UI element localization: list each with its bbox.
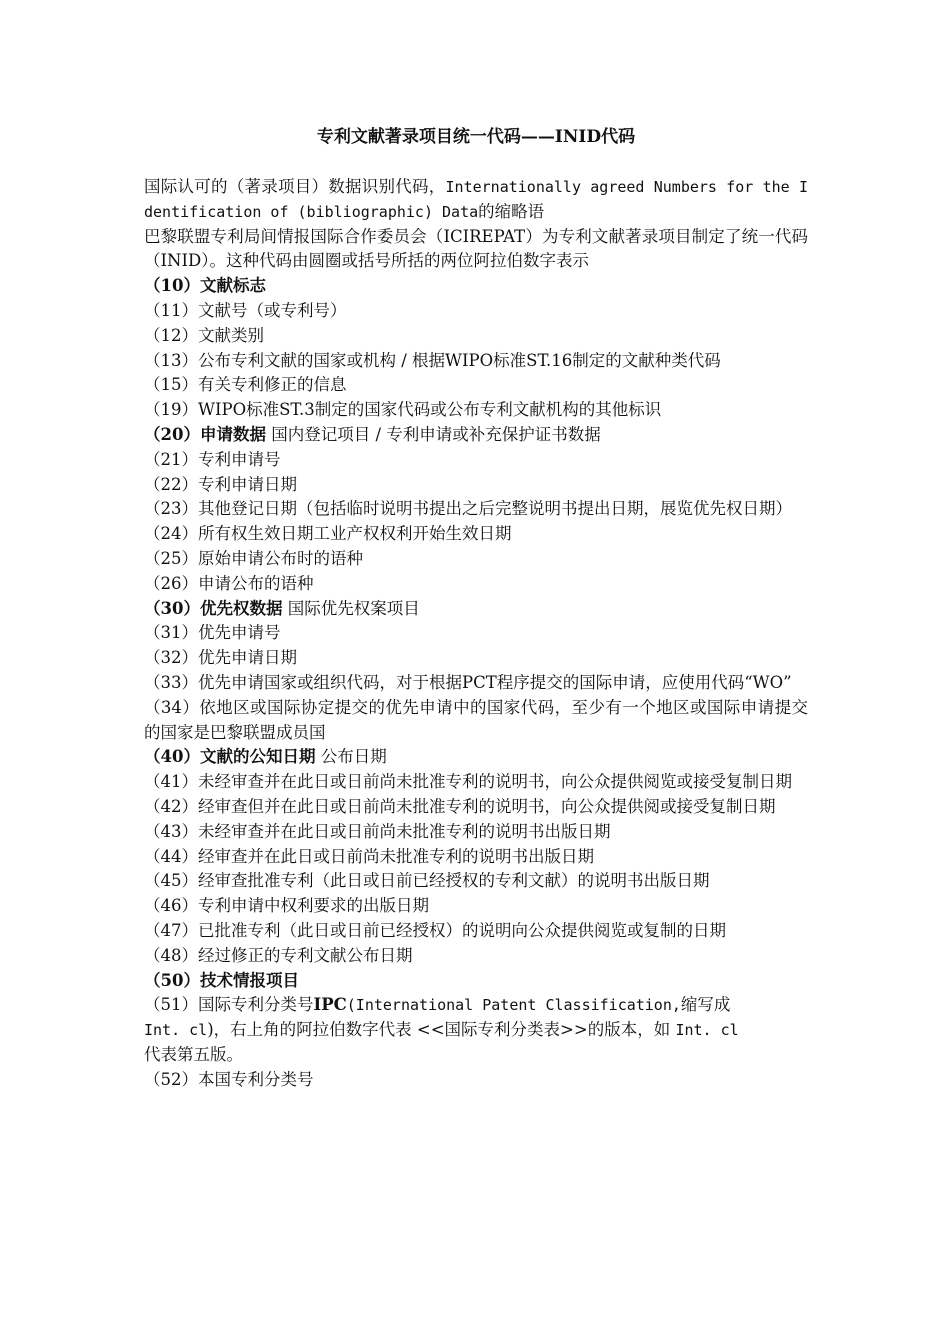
list-item: （44）经审查并在此日或日前尚未批准专利的说明书出版日期: [144, 846, 594, 866]
list-item: （19）WIPO标准ST.3制定的国家代码或公布专利文献机构的其他标识: [144, 400, 662, 420]
intro-text-a: 国际认可的（著录项目）数据识别代码，: [144, 177, 446, 196]
list-item: （23）其他登记日期（包括临时说明书提出之后完整说明书提出日期，展览优先权日期）: [144, 499, 792, 519]
list-item: （32）优先申请日期: [144, 648, 297, 668]
list-item: （26）申请公布的语种: [144, 573, 314, 593]
list-item: （46）专利申请中权利要求的出版日期: [144, 896, 429, 916]
section-heading-label: （10）文献标志: [144, 276, 266, 296]
section-list: [144, 274, 808, 993]
list-item: （13）公布专利文献的国家或机构 / 根据WIPO标准ST.16制定的文献种类代码: [144, 350, 721, 370]
section-heading: [144, 597, 808, 622]
document-page: [144, 124, 808, 1092]
list-item: （33）优先申请国家或组织代码，对于根据PCT程序提交的国际申请，应使用代码“WO”: [144, 672, 792, 692]
section-heading: [144, 423, 808, 448]
section-heading-label: （30）优先权数据: [144, 598, 283, 618]
section-heading-desc: 国内登记项目 / 专利申请或补充保护证书数据: [265, 424, 601, 444]
section-heading-label: （20）申请数据: [144, 424, 266, 444]
list-item: （15）有关专利修正的信息: [144, 375, 347, 395]
intro-text-c: 的缩略语: [478, 201, 545, 221]
section-heading: [144, 274, 808, 299]
section-heading-desc: 公布日期: [315, 747, 387, 767]
list-item: （43）未经审查并在此日或日前尚未批准专利的说明书出版日期: [144, 821, 611, 841]
list-item: （25）原始申请公布时的语种: [144, 548, 363, 568]
section-heading-label: （40）文献的公知日期: [144, 747, 316, 767]
list-item: （31）优先申请号: [144, 623, 281, 643]
intro-english-term: Internationally agreed Numbers for the Identification of (bibliographic) Data: [144, 178, 808, 221]
list-item: （12）文献类别: [144, 325, 264, 345]
list-item: （48）经过修正的专利文献公布日期: [144, 945, 413, 965]
list-item: （11）文献号（或专利号）: [144, 300, 347, 320]
list-item: （34）依地区或国际协定提交的优先申请中的国家代码，至少有一个地区或国际申请提交的国家是巴黎联盟成员国: [144, 697, 808, 742]
list-item: （45）经审查批准专利（此日或日前已经授权的专利文献）的说明书出版日期: [144, 871, 710, 891]
intro-paragraph-1: [144, 175, 808, 225]
section-heading: [144, 969, 808, 994]
list-item: （22）专利申请日期: [144, 474, 297, 494]
section-heading-desc: 国际优先权案项目: [282, 598, 420, 618]
list-item: （41）未经审查并在此日或日前尚未批准专利的说明书，向公众提供阅览或接受复制日期: [144, 772, 792, 792]
list-item-52: （52）本国专利分类号: [144, 1069, 314, 1089]
list-item: （24）所有权生效日期工业产权权利开始生效日期: [144, 524, 512, 544]
intro-paragraph-2: 巴黎联盟专利局间情报国际合作委员会（ICIREPAT）为专利文献著录项目制定了统一代码（INID）。这种代码由圆圈或括号所括的两位阿拉伯数字表示: [144, 226, 808, 271]
list-item: （47）已批准专利（此日或日前已经授权）的说明向公众提供阅览或复制的日期: [144, 920, 726, 940]
document-title: 专利文献著录项目统一代码——INID代码: [316, 127, 636, 147]
section-heading: [144, 745, 808, 770]
list-item: （21）专利申请号: [144, 449, 281, 469]
list-item-51: （51）国际专利分类号IPC(International Patent Classification,缩写成 Int. cl)，右上角的阿拉伯数字代表 <<国际专利分类表>>的版本，如 Int. cl 代表第五版。: [144, 995, 739, 1064]
section-heading-label: （50）技术情报项目: [144, 970, 299, 990]
list-item: （42）经审查但并在此日或日前尚未批准专利的说明书，向公众提供阅或接受复制日期: [144, 796, 776, 816]
